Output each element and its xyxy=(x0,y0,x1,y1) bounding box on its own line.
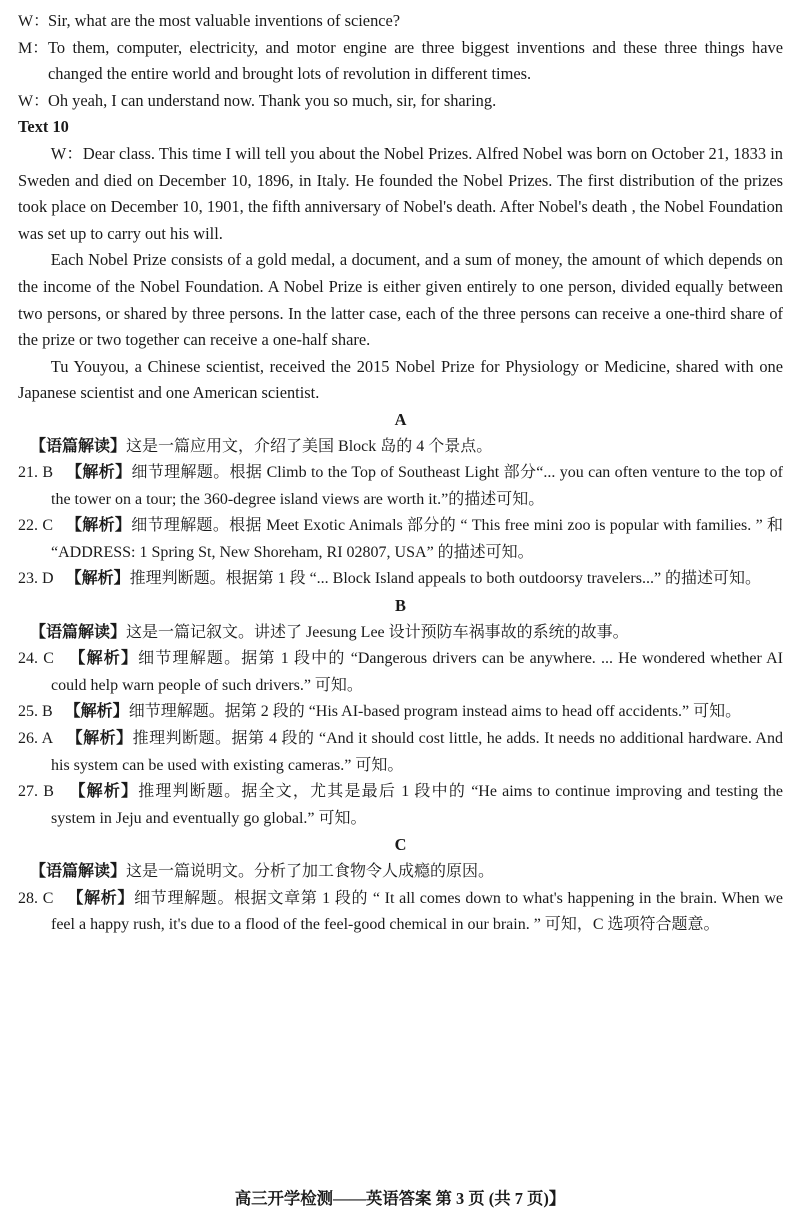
analysis-label: 【解析】 xyxy=(64,703,129,721)
text10-paragraph: Each Nobel Prize consists of a gold medal, a document, and a sum of money, the amount of which depends on the income of the Nobel Foundation. A Nobel Prize is either given entirely to one person, divided equally between two persons, or shared by three persons. In the latter case, each of the three persons can receive a one-third share of the prize or two together can receive a one-half share. xyxy=(18,250,783,350)
answer-letter: A xyxy=(41,730,54,748)
question-number: 23. xyxy=(18,570,38,588)
intro-label: 【语篇解读】 xyxy=(30,863,127,880)
intro-label: 【语篇解读】 xyxy=(30,437,127,455)
answer-letter: B xyxy=(42,703,53,721)
question-number: 27. xyxy=(18,783,38,801)
utterance: To them, computer, electricity, and motor engine are three biggest inventions and these three things have changed the entire world and brought lots of revolution in different times. xyxy=(48,37,783,84)
answer-item xyxy=(18,886,783,939)
analysis-label: 【解析】 xyxy=(66,730,133,748)
answer-item xyxy=(18,460,783,513)
answer-letter: C xyxy=(42,517,53,535)
section-letter-c: C xyxy=(394,835,407,855)
dialogue xyxy=(18,8,783,114)
page-footer: 高三开学检测——英语答案 第 3 页 (共 7 页)】 xyxy=(234,1189,566,1208)
answer-item xyxy=(18,699,783,726)
question-number: 22. xyxy=(18,517,38,535)
answer-letter: B xyxy=(43,783,54,801)
intro-label: 【语篇解读】 xyxy=(30,623,127,641)
text10-heading: Text 10 xyxy=(18,117,69,137)
section-intro xyxy=(18,620,783,647)
analysis-label: 【解析】 xyxy=(69,650,139,668)
answer-item xyxy=(18,726,783,779)
section-intro xyxy=(18,434,783,461)
answer-letter: D xyxy=(42,570,54,588)
section-intro xyxy=(18,859,783,886)
text10-paragraph: W：Dear class. This time I will tell you about the Nobel Prizes. Alfred Nobel was born on October 21, 1833 in Sweden and died on December 10, 1896, in Italy. He founded the Nobel Prizes. The first distribution of the prizes took place on December 10, 1901, the fifth anniversary of Nobel's death. After Nobel's death , the Nobel Foundation was set up to carry out his will. xyxy=(18,143,783,243)
dialogue-line xyxy=(18,35,783,88)
analysis-text: 细节理解题。根据文章第 1 段的 “ It all comes down to what's happening in the brain. When we feel a happy rush, it's due to a flood of the feel-good chemical in our brain. ” 可知，C 选项符合题意。 xyxy=(51,889,784,934)
dialogue-line xyxy=(18,8,783,35)
intro-text: 这是一篇应用文，介绍了美国 Block 岛的 4 个景点。 xyxy=(126,437,493,455)
answer-item xyxy=(18,513,783,566)
intro-text: 这是一篇记叙文。讲述了 Jeesung Lee 设计预防车祸事故的系统的故事。 xyxy=(126,623,629,641)
analysis-text: 推理判断题。据全文，尤其是最后 1 段中的 “He aims to continue improving and testing the system in Jeju and eventually go global.” 可知。 xyxy=(51,783,784,827)
analysis-label: 【解析】 xyxy=(69,783,139,801)
analysis-text: 细节理解题。据第 1 段中的 “Dangerous drivers can be anywhere. ... He wondered whether AI could help warn people of such drivers.” 可知。 xyxy=(51,650,783,694)
question-number: 25. xyxy=(18,703,38,721)
analysis-label: 【解析】 xyxy=(67,889,135,907)
speaker: W： xyxy=(18,13,50,30)
question-number: 24. xyxy=(18,650,38,668)
analysis-text: 细节理解题。据第 2 段的 “His AI-based program instead aims to head off accidents.” 可知。 xyxy=(128,703,742,721)
utterance: Sir, what are the most valuable inventions of science? xyxy=(48,11,401,30)
analysis-text: 细节理解题。根据 Climb to the Top of Southeast Light 部分“... you can often venture to the top of the tower on a tour; the 360-degree island views are worth it.”的描述可知。 xyxy=(51,464,783,508)
answer-letter: C xyxy=(42,889,54,907)
answer-item xyxy=(18,566,783,593)
analysis-label: 【解析】 xyxy=(66,464,132,482)
section-letter-a: A xyxy=(394,409,407,429)
dialogue-line xyxy=(18,88,783,115)
question-number: 28. xyxy=(18,889,38,907)
text10-paragraph: Tu Youyou, a Chinese scientist, received the 2015 Nobel Prize for Physiology or Medicine, shared with one Japanese scientist and one American scientist. xyxy=(18,356,783,403)
answer-letter: C xyxy=(43,650,54,668)
question-number: 26. xyxy=(18,730,38,748)
question-number: 21. xyxy=(18,464,38,482)
answer-letter: B xyxy=(42,464,54,482)
utterance: Oh yeah, I can understand now. Thank you so much, sir, for sharing. xyxy=(48,90,497,110)
analysis-label: 【解析】 xyxy=(65,517,132,535)
section-letter-b: B xyxy=(395,596,406,616)
speaker: W： xyxy=(18,92,50,110)
analysis-text: 推理判断题。据第 4 段的 “And it should cost little, he adds. It needs no additional hardware. And his system can be used with existing cameras.” 可知。 xyxy=(51,730,783,774)
analysis-text: 细节理解题。根据 Meet Exotic Animals 部分的 “ This free mini zoo is popular with families. ” 和 “ADDRESS: 1 Spring St, New Shoreham, RI 02807, USA” 的描述可知。 xyxy=(51,517,783,561)
intro-text: 这是一篇说明文。分析了加工食物令人成瘾的原因。 xyxy=(126,863,495,880)
answer-item xyxy=(18,646,783,699)
analysis-label: 【解析】 xyxy=(65,570,130,588)
speaker: M： xyxy=(18,39,49,57)
answer-item xyxy=(18,779,783,832)
analysis-text: 推理判断题。根据第 1 段 “... Block Island appeals to both outdoorsy travelers...” 的描述可知。 xyxy=(129,570,762,588)
answer-page xyxy=(18,8,783,939)
